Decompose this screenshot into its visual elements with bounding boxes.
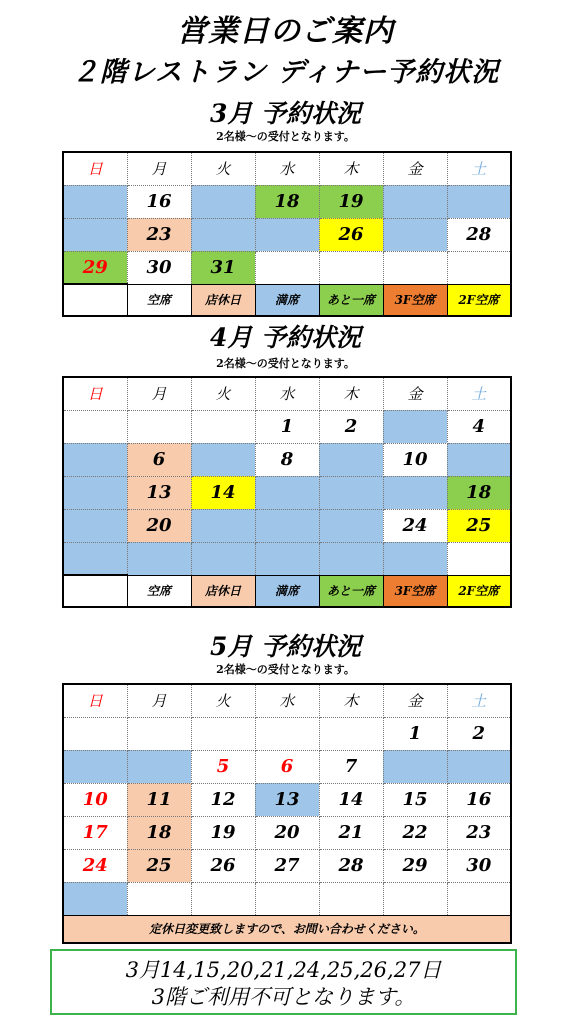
calendar-week-row bbox=[63, 849, 511, 882]
calendar-day-cell bbox=[63, 218, 127, 251]
calendar-day-cell: 20 bbox=[127, 509, 191, 542]
calendar-day-cell bbox=[383, 750, 447, 783]
calendar-day-cell bbox=[319, 476, 383, 509]
calendar-week-row bbox=[63, 783, 511, 816]
calendar-day-cell bbox=[63, 750, 127, 783]
legend-item: 満席 bbox=[255, 284, 319, 316]
calendar-day-cell: 31 bbox=[191, 251, 255, 284]
calendar-day-cell: 20 bbox=[255, 816, 319, 849]
calendar-day-cell bbox=[191, 410, 255, 443]
calendar-day-cell: 29 bbox=[63, 251, 127, 284]
calendar-day-cell bbox=[383, 410, 447, 443]
calendar-day-cell bbox=[63, 185, 127, 218]
calendar-day-cell bbox=[127, 542, 191, 575]
calendar-day-cell bbox=[319, 882, 383, 915]
page-subtitle: ２階レストラン ディナー予約状況 bbox=[71, 57, 500, 88]
legend-item: 店休日 bbox=[191, 284, 255, 316]
calendar-day-cell bbox=[63, 882, 127, 915]
notice-line-2: 3階ご利用不可となります。 bbox=[151, 985, 416, 1009]
weekday-header-row bbox=[63, 377, 511, 410]
calendar-day-cell: 16 bbox=[127, 185, 191, 218]
page-title: 営業日のご案内 bbox=[177, 14, 394, 49]
calendar-day-cell bbox=[191, 717, 255, 750]
calendar-day-cell bbox=[127, 882, 191, 915]
calendar-day-cell: 2 bbox=[319, 410, 383, 443]
weekday-header: 土 bbox=[447, 377, 511, 410]
calendar-day-cell bbox=[63, 509, 127, 542]
calendar-day-cell: 22 bbox=[383, 816, 447, 849]
calendar-day-cell bbox=[191, 218, 255, 251]
weekday-header: 月 bbox=[127, 377, 191, 410]
calendar-day-cell bbox=[191, 443, 255, 476]
calendar-week-row bbox=[63, 443, 511, 476]
calendar-day-cell bbox=[447, 185, 511, 218]
calendar-day-cell: 1 bbox=[255, 410, 319, 443]
calendar-day-cell: 12 bbox=[191, 783, 255, 816]
weekday-header: 火 bbox=[191, 152, 255, 185]
weekday-header: 木 bbox=[319, 684, 383, 717]
calendar-day-cell: 8 bbox=[255, 443, 319, 476]
calendar-day-cell: 23 bbox=[127, 218, 191, 251]
weekday-header-row bbox=[63, 152, 511, 185]
may-calendar bbox=[62, 683, 512, 944]
calendar-day-cell: 29 bbox=[383, 849, 447, 882]
weekday-header: 金 bbox=[383, 684, 447, 717]
calendar-day-cell: 1 bbox=[383, 717, 447, 750]
calendar-day-cell: 5 bbox=[191, 750, 255, 783]
legend-item: あと一席 bbox=[319, 284, 383, 316]
calendar-day-cell bbox=[383, 476, 447, 509]
weekday-header: 水 bbox=[255, 377, 319, 410]
weekday-header: 水 bbox=[255, 684, 319, 717]
calendar-day-cell: 24 bbox=[383, 509, 447, 542]
calendar-day-cell bbox=[319, 251, 383, 284]
calendar-day-cell: 15 bbox=[383, 783, 447, 816]
calendar-day-cell: 4 bbox=[447, 410, 511, 443]
closed-day-notice: 定休日変更致しますので、お問い合わせください。 bbox=[63, 915, 511, 943]
legend-spacer bbox=[63, 575, 127, 607]
calendar-day-cell: 25 bbox=[127, 849, 191, 882]
calendar-day-cell: 6 bbox=[255, 750, 319, 783]
calendar-day-cell bbox=[255, 717, 319, 750]
calendar-day-cell bbox=[255, 218, 319, 251]
calendar-week-row bbox=[63, 410, 511, 443]
calendar-day-cell: 18 bbox=[447, 476, 511, 509]
notice-line-1: 3月14,15,20,21,24,25,26,27日 bbox=[125, 958, 442, 982]
calendar-day-cell: 16 bbox=[447, 783, 511, 816]
legend-spacer bbox=[63, 284, 127, 316]
calendar-day-cell bbox=[383, 218, 447, 251]
calendar-week-row bbox=[63, 251, 511, 284]
calendar-day-cell: 14 bbox=[191, 476, 255, 509]
weekday-header: 木 bbox=[319, 377, 383, 410]
calendar-day-cell bbox=[63, 717, 127, 750]
calendar-day-cell: 14 bbox=[319, 783, 383, 816]
calendar-day-cell: 28 bbox=[447, 218, 511, 251]
weekday-header: 水 bbox=[255, 152, 319, 185]
calendar-day-cell: 21 bbox=[319, 816, 383, 849]
march-calendar bbox=[62, 151, 512, 317]
calendar-day-cell: 19 bbox=[319, 185, 383, 218]
calendar-day-cell bbox=[255, 882, 319, 915]
calendar-day-cell bbox=[255, 251, 319, 284]
legend-item: 3F空席 bbox=[383, 575, 447, 607]
legend-item: 空席 bbox=[127, 575, 191, 607]
notice-box bbox=[50, 949, 517, 1015]
calendar-day-cell bbox=[319, 443, 383, 476]
calendar-day-cell: 2 bbox=[447, 717, 511, 750]
legend-row bbox=[63, 284, 511, 316]
weekday-header: 日 bbox=[63, 152, 127, 185]
march-note: 2名様〜の受付となります。 bbox=[216, 130, 355, 143]
calendar-day-cell: 30 bbox=[127, 251, 191, 284]
weekday-header: 月 bbox=[127, 152, 191, 185]
calendar-day-cell: 11 bbox=[127, 783, 191, 816]
calendar-day-cell: 26 bbox=[191, 849, 255, 882]
calendar-week-row bbox=[63, 185, 511, 218]
calendar-week-row bbox=[63, 750, 511, 783]
calendar-day-cell: 7 bbox=[319, 750, 383, 783]
weekday-header: 日 bbox=[63, 377, 127, 410]
legend-item: 2F空席 bbox=[447, 575, 511, 607]
legend-item: 3F空席 bbox=[383, 284, 447, 316]
calendar-day-cell bbox=[255, 476, 319, 509]
calendar-day-cell bbox=[191, 542, 255, 575]
calendar-day-cell bbox=[63, 476, 127, 509]
weekday-header: 木 bbox=[319, 152, 383, 185]
april-title: 4月 予約状況 bbox=[209, 323, 362, 352]
weekday-header-row bbox=[63, 684, 511, 717]
march-title: 3月 予約状況 bbox=[209, 99, 362, 128]
calendar-day-cell bbox=[383, 185, 447, 218]
calendar-day-cell bbox=[191, 185, 255, 218]
calendar-day-cell bbox=[319, 509, 383, 542]
calendar-day-cell bbox=[63, 410, 127, 443]
calendar-day-cell: 18 bbox=[255, 185, 319, 218]
calendar-week-row bbox=[63, 816, 511, 849]
calendar-day-cell bbox=[255, 509, 319, 542]
legend-row bbox=[63, 575, 511, 607]
calendar-day-cell bbox=[383, 882, 447, 915]
legend-item: 店休日 bbox=[191, 575, 255, 607]
calendar-day-cell bbox=[63, 443, 127, 476]
weekday-header: 火 bbox=[191, 684, 255, 717]
calendar-week-row bbox=[63, 476, 511, 509]
calendar-day-cell: 28 bbox=[319, 849, 383, 882]
calendar-day-cell: 19 bbox=[191, 816, 255, 849]
calendar-day-cell: 30 bbox=[447, 849, 511, 882]
calendar-day-cell: 10 bbox=[383, 443, 447, 476]
footer-row bbox=[63, 915, 511, 943]
calendar-day-cell bbox=[447, 251, 511, 284]
weekday-header: 月 bbox=[127, 684, 191, 717]
calendar-week-row bbox=[63, 882, 511, 915]
weekday-header: 土 bbox=[447, 152, 511, 185]
calendar-day-cell: 13 bbox=[127, 476, 191, 509]
calendar-day-cell bbox=[255, 542, 319, 575]
calendar-day-cell: 25 bbox=[447, 509, 511, 542]
weekday-header: 火 bbox=[191, 377, 255, 410]
calendar-day-cell bbox=[383, 542, 447, 575]
legend-item: 2F空席 bbox=[447, 284, 511, 316]
weekday-header: 土 bbox=[447, 684, 511, 717]
calendar-day-cell bbox=[191, 509, 255, 542]
calendar-day-cell: 23 bbox=[447, 816, 511, 849]
calendar-day-cell: 26 bbox=[319, 218, 383, 251]
calendar-day-cell bbox=[127, 410, 191, 443]
may-note: 2名様〜の受付となります。 bbox=[216, 663, 355, 676]
weekday-header: 日 bbox=[63, 684, 127, 717]
calendar-day-cell bbox=[447, 882, 511, 915]
calendar-day-cell bbox=[127, 717, 191, 750]
calendar-week-row bbox=[63, 218, 511, 251]
calendar-day-cell bbox=[319, 542, 383, 575]
calendar-day-cell bbox=[127, 750, 191, 783]
calendar-day-cell: 18 bbox=[127, 816, 191, 849]
calendar-day-cell bbox=[447, 542, 511, 575]
calendar-day-cell: 24 bbox=[63, 849, 127, 882]
calendar-day-cell: 13 bbox=[255, 783, 319, 816]
calendar-day-cell bbox=[319, 717, 383, 750]
calendar-day-cell: 10 bbox=[63, 783, 127, 816]
legend-item: あと一席 bbox=[319, 575, 383, 607]
calendar-day-cell bbox=[63, 542, 127, 575]
calendar-day-cell: 27 bbox=[255, 849, 319, 882]
may-title: 5月 予約状況 bbox=[209, 632, 362, 661]
legend-item: 満席 bbox=[255, 575, 319, 607]
calendar-day-cell bbox=[191, 882, 255, 915]
weekday-header: 金 bbox=[383, 377, 447, 410]
calendar-day-cell: 6 bbox=[127, 443, 191, 476]
calendar-week-row bbox=[63, 717, 511, 750]
april-note: 2名様〜の受付となります。 bbox=[216, 357, 355, 370]
april-calendar bbox=[62, 376, 512, 608]
calendar-week-row bbox=[63, 542, 511, 575]
weekday-header: 金 bbox=[383, 152, 447, 185]
calendar-week-row bbox=[63, 509, 511, 542]
calendar-day-cell: 17 bbox=[63, 816, 127, 849]
legend-item: 空席 bbox=[127, 284, 191, 316]
calendar-day-cell bbox=[447, 443, 511, 476]
calendar-day-cell bbox=[383, 251, 447, 284]
calendar-day-cell bbox=[447, 750, 511, 783]
